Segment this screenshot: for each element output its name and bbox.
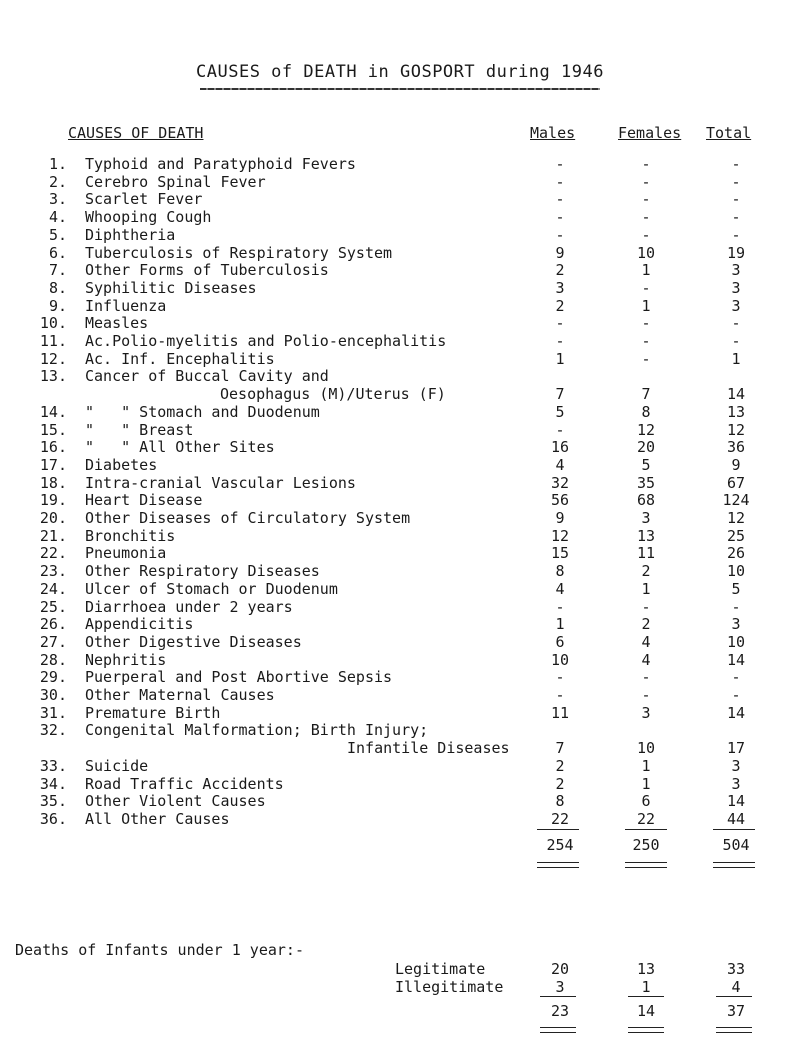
males-value: 1 <box>555 349 565 368</box>
cause-label: Cancer of Buccal Cavity and <box>85 367 329 386</box>
males-value: 6 <box>555 632 565 651</box>
cause-label: Other Diseases of Circulatory System <box>85 509 411 527</box>
total-value: 26 <box>726 544 746 563</box>
row-number: 14. <box>39 402 67 421</box>
row-number: 25. <box>39 597 67 616</box>
table-row <box>0 386 800 403</box>
cause-label: Other Digestive Diseases <box>85 632 302 651</box>
males-value: - <box>555 597 565 616</box>
row-number: 9. <box>48 296 67 315</box>
cause-label: Diphtheria <box>85 225 176 244</box>
total-females: 250 <box>632 836 660 854</box>
table-row <box>0 333 800 350</box>
cause-label: Road Traffic Accidents <box>85 774 284 793</box>
total-value: 124 <box>722 491 750 510</box>
infant-total: 33 <box>726 960 746 978</box>
header-females: Females <box>618 124 682 142</box>
total-value: 12 <box>726 420 746 439</box>
males-value: 2 <box>555 774 565 793</box>
females-value: 1 <box>641 261 651 280</box>
males-value: 22 <box>550 809 570 828</box>
females-value: - <box>641 172 651 191</box>
total-value: 14 <box>726 650 746 669</box>
table-row <box>0 793 800 810</box>
table-row <box>0 209 800 226</box>
males-value: 11 <box>550 703 570 722</box>
cause-label: Appendicitis <box>85 615 194 634</box>
females-value: 3 <box>641 509 651 527</box>
row-number: 1. <box>48 155 67 173</box>
cause-label: Congenital Malformation; Birth Injury; <box>85 721 429 740</box>
row-number: 11. <box>39 332 67 350</box>
infant-double-rule-total <box>716 1027 752 1033</box>
cause-label: Diabetes <box>85 455 158 474</box>
females-value: 1 <box>641 296 651 315</box>
double-rule-males <box>537 862 579 868</box>
total-value: - <box>731 208 741 227</box>
column-rule-females <box>625 829 667 830</box>
total-value: - <box>731 172 741 191</box>
males-value: - <box>555 172 565 191</box>
table-row <box>0 191 800 208</box>
cause-label: Ac. Inf. Encephalitis <box>85 349 275 368</box>
table-row <box>0 652 800 669</box>
table-row <box>0 245 800 262</box>
females-value: 22 <box>636 809 656 828</box>
totals-row <box>0 837 800 854</box>
cause-label: Cerebro Spinal Fever <box>85 172 266 191</box>
row-number: 28. <box>39 650 67 669</box>
males-value: 2 <box>555 261 565 280</box>
cause-label: Heart Disease <box>85 491 203 510</box>
table-row <box>0 616 800 633</box>
row-number: 23. <box>39 562 67 581</box>
cause-label: Suicide <box>85 756 149 775</box>
total-value: 3 <box>731 756 741 775</box>
males-value: 9 <box>555 243 565 262</box>
cause-label: " " Breast <box>85 420 194 439</box>
cause-label: Other Respiratory Diseases <box>85 562 320 581</box>
females-value: - <box>641 686 651 704</box>
cause-label: Typhoid and Paratyphoid Fevers <box>85 155 356 173</box>
table-row <box>0 705 800 722</box>
cause-label: Diarrhoea under 2 years <box>85 597 293 616</box>
row-number: 30. <box>39 686 67 704</box>
infant-females: 13 <box>636 960 656 978</box>
males-value: - <box>555 668 565 687</box>
females-value: 13 <box>636 526 656 545</box>
cause-label: Puerperal and Post Abortive Sepsis <box>85 668 393 687</box>
row-number: 18. <box>39 473 67 492</box>
row-number: 3. <box>48 190 67 209</box>
females-value: 12 <box>636 420 656 439</box>
infant-double-rule-males <box>540 1027 576 1033</box>
table-row <box>0 315 800 332</box>
cause-label: Scarlet Fever <box>85 190 203 209</box>
table-row <box>0 722 800 739</box>
males-value: 5 <box>555 402 565 421</box>
cause-label: Other Maternal Causes <box>85 686 275 704</box>
males-value: 2 <box>555 756 565 775</box>
males-value: 56 <box>550 491 570 510</box>
cause-label: Other Forms of Tuberculosis <box>85 261 329 280</box>
males-value: 12 <box>550 526 570 545</box>
row-number: 15. <box>39 420 67 439</box>
total-value: - <box>731 155 741 173</box>
males-value: 10 <box>550 650 570 669</box>
total-value: - <box>731 190 741 209</box>
males-value: - <box>555 208 565 227</box>
header-causes: CAUSES OF DEATH <box>68 124 204 142</box>
cause-label: Other Violent Causes <box>85 792 266 811</box>
females-value: - <box>641 155 651 173</box>
row-number: 32. <box>39 721 67 740</box>
total-value: 19 <box>726 243 746 262</box>
females-value: - <box>641 208 651 227</box>
total-value: 14 <box>726 703 746 722</box>
infant-row-legitimate <box>0 961 800 978</box>
row-number: 20. <box>39 509 67 527</box>
table-row <box>0 776 800 793</box>
total-value: 36 <box>726 438 746 457</box>
column-rule-males <box>537 829 579 830</box>
males-value: 15 <box>550 544 570 563</box>
total-value: - <box>731 686 741 704</box>
infant-males: 20 <box>550 960 570 978</box>
total-value: 3 <box>731 774 741 793</box>
cause-label: Bronchitis <box>85 526 176 545</box>
females-value: 1 <box>641 579 651 598</box>
row-number: 22. <box>39 544 67 563</box>
table-row <box>0 758 800 775</box>
total-value: 1 <box>731 349 741 368</box>
row-number: 24. <box>39 579 67 598</box>
infant-label: Illegitimate <box>395 978 504 996</box>
table-row <box>0 351 800 368</box>
cause-label: Oesophagus (M)/Uterus (F) <box>220 385 446 404</box>
females-value: 4 <box>641 632 651 651</box>
males-value: - <box>555 332 565 350</box>
table-row <box>0 457 800 474</box>
row-number: 31. <box>39 703 67 722</box>
total-value: 3 <box>731 278 741 297</box>
infant-rule-total <box>716 996 752 997</box>
females-value: 8 <box>641 402 651 421</box>
males-value: - <box>555 155 565 173</box>
infant-females: 1 <box>641 978 651 996</box>
row-number: 21. <box>39 526 67 545</box>
cause-label: Intra-cranial Vascular Lesions <box>85 473 356 492</box>
total-value: 44 <box>726 809 746 828</box>
males-value: - <box>555 420 565 439</box>
cause-label: Ulcer of Stomach or Duodenum <box>85 579 338 598</box>
females-value: - <box>641 332 651 350</box>
infant-total: 4 <box>731 978 741 996</box>
total-value: 5 <box>731 579 741 598</box>
row-number: 33. <box>39 756 67 775</box>
total-value: - <box>731 225 741 244</box>
males-value: 4 <box>555 455 565 474</box>
infant-rule-females <box>628 996 664 997</box>
table-row <box>0 510 800 527</box>
males-value: 7 <box>555 385 565 404</box>
males-value: 8 <box>555 562 565 581</box>
table-row <box>0 581 800 598</box>
double-rule-females <box>625 862 667 868</box>
males-value: 4 <box>555 579 565 598</box>
total-value: 3 <box>731 615 741 634</box>
table-row <box>0 669 800 686</box>
females-value: 1 <box>641 774 651 793</box>
infant-deaths-heading: Deaths of Infants under 1 year:- <box>15 941 304 959</box>
total-value: 10 <box>726 562 746 581</box>
cause-label: Pneumonia <box>85 544 167 563</box>
total-value: 17 <box>726 739 746 758</box>
total-value: 25 <box>726 526 746 545</box>
females-value: - <box>641 225 651 244</box>
row-number: 34. <box>39 774 67 793</box>
total-value: 10 <box>726 632 746 651</box>
row-number: 8. <box>48 278 67 297</box>
cause-label: Syphilitic Diseases <box>85 278 257 297</box>
table-row <box>0 368 800 385</box>
table-row <box>0 475 800 492</box>
table-row <box>0 634 800 651</box>
table-row <box>0 174 800 191</box>
total-value: 12 <box>726 509 746 527</box>
row-number: 13. <box>39 367 67 386</box>
infant-rule-males <box>540 996 576 997</box>
infant-total-all: 37 <box>726 1002 746 1020</box>
cause-label: Infantile Diseases <box>347 739 510 758</box>
table-row <box>0 545 800 562</box>
row-number: 16. <box>39 438 67 457</box>
table-row <box>0 262 800 279</box>
total-value: 3 <box>731 261 741 280</box>
header-males: Males <box>530 124 576 142</box>
table-row <box>0 422 800 439</box>
row-number: 6. <box>48 243 67 262</box>
females-value: 7 <box>641 385 651 404</box>
row-number: 4. <box>48 208 67 227</box>
cause-label: Nephritis <box>85 650 167 669</box>
total-value: 3 <box>731 296 741 315</box>
cause-label: " " All Other Sites <box>85 438 275 457</box>
females-value: 2 <box>641 615 651 634</box>
infant-label: Legitimate <box>395 960 486 978</box>
column-rule-total <box>713 829 755 830</box>
row-number: 19. <box>39 491 67 510</box>
females-value: - <box>641 314 651 333</box>
table-row <box>0 528 800 545</box>
males-value: - <box>555 314 565 333</box>
females-value: - <box>641 668 651 687</box>
infant-row-illegitimate <box>0 979 800 996</box>
infant-males: 3 <box>555 978 565 996</box>
row-number: 10. <box>39 314 67 333</box>
females-value: 5 <box>641 455 651 474</box>
cause-label: Premature Birth <box>85 703 221 722</box>
infant-total-females: 14 <box>636 1002 656 1020</box>
table-row <box>0 156 800 173</box>
total-all: 504 <box>722 836 750 854</box>
page-title: CAUSES of DEATH in GOSPORT during 1946 <box>196 62 604 82</box>
total-value: - <box>731 332 741 350</box>
row-number: 17. <box>39 455 67 474</box>
females-value: - <box>641 190 651 209</box>
total-value: 67 <box>726 473 746 492</box>
males-value: 32 <box>550 473 570 492</box>
total-value: 13 <box>726 402 746 421</box>
table-row <box>0 404 800 421</box>
total-males: 254 <box>546 836 574 854</box>
title-underline <box>200 88 600 90</box>
males-value: 7 <box>555 739 565 758</box>
total-value: 14 <box>726 792 746 811</box>
females-value: - <box>641 597 651 616</box>
females-value: 10 <box>636 243 656 262</box>
males-value: - <box>555 190 565 209</box>
total-value: 9 <box>731 455 741 474</box>
table-row <box>0 298 800 315</box>
cause-label: Tuberculosis of Respiratory System <box>85 243 393 262</box>
table-row <box>0 687 800 704</box>
cause-label: Influenza <box>85 296 167 315</box>
males-value: 3 <box>555 278 565 297</box>
table-row <box>0 563 800 580</box>
males-value: - <box>555 686 565 704</box>
row-number: 35. <box>39 792 67 811</box>
row-number: 29. <box>39 668 67 687</box>
table-row <box>0 599 800 616</box>
females-value: 68 <box>636 491 656 510</box>
row-number: 7. <box>48 261 67 280</box>
row-number: 27. <box>39 632 67 651</box>
females-value: - <box>641 349 651 368</box>
row-number: 12. <box>39 349 67 368</box>
total-value: 14 <box>726 385 746 404</box>
infant-totals-row <box>0 1003 800 1020</box>
table-row <box>0 439 800 456</box>
table-row <box>0 492 800 509</box>
header-total: Total <box>706 124 752 142</box>
males-value: 1 <box>555 615 565 634</box>
females-value: 20 <box>636 438 656 457</box>
cause-label: " " Stomach and Duodenum <box>85 402 320 421</box>
females-value: 10 <box>636 739 656 758</box>
cause-label: Whooping Cough <box>85 208 212 227</box>
females-value: 3 <box>641 703 651 722</box>
infant-total-males: 23 <box>550 1002 570 1020</box>
total-value: - <box>731 668 741 687</box>
males-value: 16 <box>550 438 570 457</box>
females-value: - <box>641 278 651 297</box>
males-value: 9 <box>555 509 565 527</box>
females-value: 2 <box>641 562 651 581</box>
females-value: 4 <box>641 650 651 669</box>
total-value: - <box>731 597 741 616</box>
total-value: - <box>731 314 741 333</box>
table-row <box>0 227 800 244</box>
females-value: 11 <box>636 544 656 563</box>
table-row <box>0 280 800 297</box>
cause-label: All Other Causes <box>85 809 230 828</box>
infant-double-rule-females <box>628 1027 664 1033</box>
row-number: 36. <box>39 809 67 828</box>
females-value: 35 <box>636 473 656 492</box>
cause-label: Measles <box>85 314 149 333</box>
table-row <box>0 740 800 757</box>
males-value: 8 <box>555 792 565 811</box>
table-row <box>0 811 800 828</box>
males-value: - <box>555 225 565 244</box>
row-number: 2. <box>48 172 67 191</box>
females-value: 6 <box>641 792 651 811</box>
row-number: 5. <box>48 225 67 244</box>
females-value: 1 <box>641 756 651 775</box>
row-number: 26. <box>39 615 67 634</box>
cause-label: Ac.Polio-myelitis and Polio-encephalitis <box>85 332 447 350</box>
males-value: 2 <box>555 296 565 315</box>
double-rule-total <box>713 862 755 868</box>
